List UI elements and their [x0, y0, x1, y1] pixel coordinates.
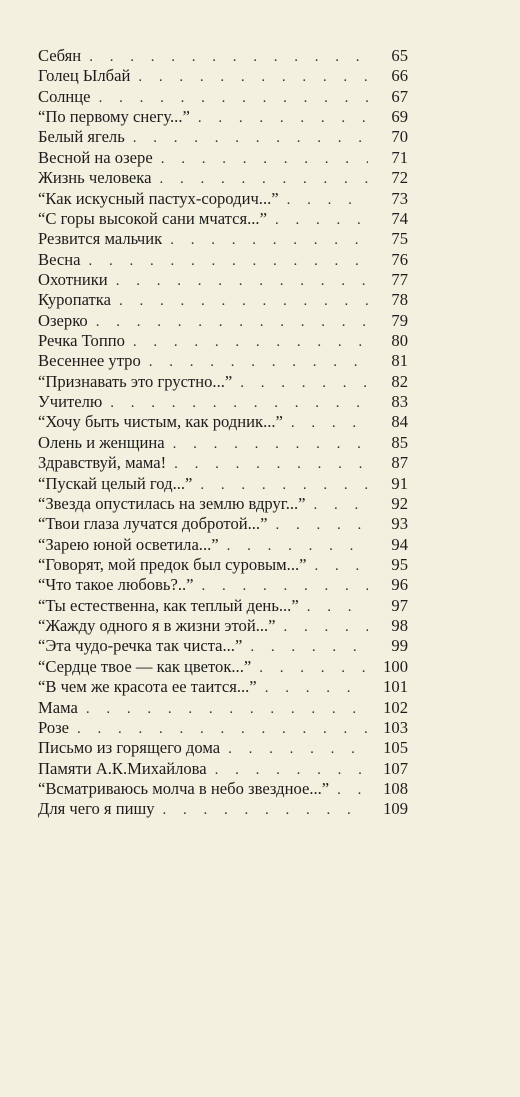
- toc-entry: [38, 209, 408, 229]
- toc-entry: [38, 555, 408, 575]
- toc-entry: [38, 718, 408, 738]
- dot-leader: [159, 169, 368, 189]
- dot-leader: [149, 352, 368, 372]
- toc-entry-page-number: 80: [391, 331, 408, 351]
- toc-entry-title: Голец Ылбай: [38, 66, 131, 86]
- toc-entry-title: “Жажду одного я в жизни этой...”: [38, 616, 276, 636]
- toc-entry: [38, 616, 408, 636]
- toc-entry-title: “Звезда опустилась на землю вдруг...”: [38, 493, 306, 513]
- dot-leader: [259, 658, 368, 678]
- dot-leader: [198, 108, 368, 128]
- toc-entry: [38, 270, 408, 290]
- toc-entry-title: “С горы высокой сани мчатся...”: [38, 208, 267, 228]
- toc-entry-page-number: 100: [383, 656, 408, 676]
- toc-entry-title: Памяти А.К.Михайлова: [38, 758, 207, 778]
- toc-entry: [38, 46, 408, 66]
- toc-entry: [38, 107, 408, 127]
- table-of-contents: [38, 46, 408, 820]
- toc-entry: [38, 636, 408, 656]
- toc-entry-page-number: 71: [391, 147, 408, 167]
- toc-entry: [38, 535, 408, 555]
- toc-entry-title: Охотники: [38, 269, 108, 289]
- toc-entry-page-number: 76: [391, 249, 408, 269]
- dot-leader: [116, 271, 368, 291]
- dot-leader: [215, 760, 368, 780]
- toc-entry: [38, 698, 408, 718]
- toc-entry-title: Письмо из горящего дома: [38, 738, 221, 758]
- toc-entry-page-number: 83: [391, 392, 408, 412]
- toc-entry: [38, 392, 408, 412]
- dot-leader: [275, 515, 368, 535]
- toc-entry-page-number: 85: [391, 432, 408, 452]
- toc-entry-page-number: 66: [391, 66, 408, 86]
- toc-entry-page-number: 96: [391, 575, 408, 595]
- dot-leader: [170, 230, 368, 250]
- dot-leader: [174, 454, 368, 474]
- dot-leader: [275, 210, 368, 230]
- toc-entry-title: Белый ягель: [38, 127, 125, 147]
- dot-leader: [88, 251, 368, 271]
- toc-entry: [38, 372, 408, 392]
- toc-entry-title: Учителю: [38, 392, 103, 412]
- toc-entry-title: Жизнь человека: [38, 168, 152, 188]
- toc-entry-page-number: 108: [383, 778, 408, 798]
- toc-entry: [38, 127, 408, 147]
- toc-entry-title: Розе: [38, 717, 70, 737]
- dot-leader: [173, 434, 368, 454]
- toc-entry-title: Резвится мальчик: [38, 229, 163, 249]
- toc-entry: [38, 250, 408, 270]
- toc-entry: [38, 433, 408, 453]
- dot-leader: [77, 719, 368, 739]
- dot-leader: [163, 800, 368, 820]
- toc-entry-page-number: 107: [383, 758, 408, 778]
- toc-entry-title: “Как искусный пастух-сородич...”: [38, 188, 279, 208]
- toc-entry-title: “Говорят, мой предок был суровым...”: [38, 554, 307, 574]
- toc-entry: [38, 189, 408, 209]
- toc-entry-title: Озерко: [38, 310, 88, 330]
- toc-entry: [38, 87, 408, 107]
- toc-entry: [38, 453, 408, 473]
- toc-entry-page-number: 87: [391, 453, 408, 473]
- toc-entry-title: Куропатка: [38, 290, 111, 310]
- dot-leader: [202, 576, 368, 596]
- toc-entry-title: Весной на озере: [38, 147, 153, 167]
- toc-entry-page-number: 84: [391, 412, 408, 432]
- toc-entry-title: “По первому снегу...”: [38, 107, 190, 127]
- toc-entry-title: Солнце: [38, 86, 91, 106]
- dot-leader: [240, 373, 368, 393]
- toc-entry-title: Речка Топпо: [38, 331, 125, 351]
- toc-entry: [38, 331, 408, 351]
- toc-entry-page-number: 97: [391, 595, 408, 615]
- toc-entry-title: “Эта чудо-речка так чиста...”: [38, 636, 243, 656]
- toc-entry: [38, 779, 408, 799]
- dot-leader: [133, 332, 368, 352]
- toc-entry-page-number: 67: [391, 86, 408, 106]
- toc-entry: [38, 351, 408, 371]
- dot-leader: [119, 291, 368, 311]
- toc-entry: [38, 168, 408, 188]
- dot-leader: [200, 475, 368, 495]
- dot-leader: [99, 88, 368, 108]
- dot-leader: [138, 67, 368, 87]
- toc-entry-title: Для чего я пишу: [38, 799, 155, 819]
- toc-entry-title: “Сердце твое — как цветок...”: [38, 656, 252, 676]
- toc-entry-page-number: 103: [383, 717, 408, 737]
- toc-entry-title: “Твои глаза лучатся добротой...”: [38, 514, 268, 534]
- toc-entry-page-number: 91: [391, 473, 408, 493]
- dot-leader: [86, 699, 368, 719]
- toc-entry: [38, 474, 408, 494]
- toc-entry-title: “Хочу быть чистым, как родник...”: [38, 412, 283, 432]
- toc-entry: [38, 738, 408, 758]
- toc-entry-title: “Всматриваюсь молча в небо звездное...”: [38, 778, 330, 798]
- toc-entry-title: “В чем же красота ее таится...”: [38, 677, 257, 697]
- dot-leader: [307, 597, 368, 617]
- toc-entry: [38, 657, 408, 677]
- dot-leader: [284, 617, 368, 637]
- toc-entry-page-number: 73: [391, 188, 408, 208]
- dot-leader: [227, 536, 368, 556]
- toc-entry-page-number: 105: [383, 738, 408, 758]
- toc-entry: [38, 311, 408, 331]
- toc-entry-page-number: 98: [391, 616, 408, 636]
- dot-leader: [265, 678, 368, 698]
- toc-entry: [38, 148, 408, 168]
- dot-leader: [250, 637, 368, 657]
- toc-entry: [38, 596, 408, 616]
- dot-leader: [314, 495, 368, 515]
- toc-entry-title: Олень и женщина: [38, 432, 165, 452]
- toc-entry-page-number: 72: [391, 168, 408, 188]
- toc-entry: [38, 759, 408, 779]
- toc-entry-page-number: 78: [391, 290, 408, 310]
- toc-entry-page-number: 92: [391, 493, 408, 513]
- toc-entry-page-number: 75: [391, 229, 408, 249]
- dot-leader: [110, 393, 368, 413]
- dot-leader: [161, 149, 368, 169]
- toc-entry-page-number: 101: [383, 677, 408, 697]
- toc-entry-page-number: 93: [391, 514, 408, 534]
- toc-entry-page-number: 65: [391, 46, 408, 65]
- dot-leader: [337, 780, 368, 800]
- toc-entry-title: Себян: [38, 46, 82, 65]
- toc-entry-page-number: 74: [391, 208, 408, 228]
- dot-leader: [133, 128, 368, 148]
- dot-leader: [96, 312, 368, 332]
- toc-entry-page-number: 94: [391, 534, 408, 554]
- toc-entry: [38, 66, 408, 86]
- toc-entry-title: Весна: [38, 249, 81, 269]
- toc-entry: [38, 575, 408, 595]
- toc-entry-page-number: 69: [391, 107, 408, 127]
- toc-entry-page-number: 109: [383, 799, 408, 819]
- toc-entry-page-number: 82: [391, 371, 408, 391]
- toc-entry-title: “Ты естественна, как теплый день...”: [38, 595, 299, 615]
- toc-entry: [38, 799, 408, 819]
- toc-entry-title: Весеннее утро: [38, 351, 141, 371]
- toc-entry-page-number: 99: [391, 636, 408, 656]
- toc-entry: [38, 290, 408, 310]
- dot-leader: [228, 739, 368, 759]
- toc-entry-title: Здравствуй, мама!: [38, 453, 167, 473]
- toc-entry: [38, 412, 408, 432]
- toc-entry-title: “Зарею юной осветила...”: [38, 534, 219, 554]
- toc-entry: [38, 677, 408, 697]
- dot-leader: [291, 413, 368, 433]
- toc-entry: [38, 229, 408, 249]
- dot-leader: [315, 556, 369, 576]
- toc-entry-page-number: 81: [391, 351, 408, 371]
- toc-entry-title: “Пускай целый год...”: [38, 473, 193, 493]
- toc-entry-page-number: 77: [391, 269, 408, 289]
- toc-entry-page-number: 102: [383, 697, 408, 717]
- toc-entry-title: Мама: [38, 697, 78, 717]
- toc-entry: [38, 514, 408, 534]
- dot-leader: [89, 47, 368, 67]
- toc-entry-page-number: 95: [391, 554, 408, 574]
- toc-entry: [38, 494, 408, 514]
- toc-entry-page-number: 79: [391, 310, 408, 330]
- toc-entry-title: “Что такое любовь?..”: [38, 575, 194, 595]
- toc-entry-page-number: 70: [391, 127, 408, 147]
- dot-leader: [287, 190, 368, 210]
- toc-entry-title: “Признавать это грустно...”: [38, 371, 233, 391]
